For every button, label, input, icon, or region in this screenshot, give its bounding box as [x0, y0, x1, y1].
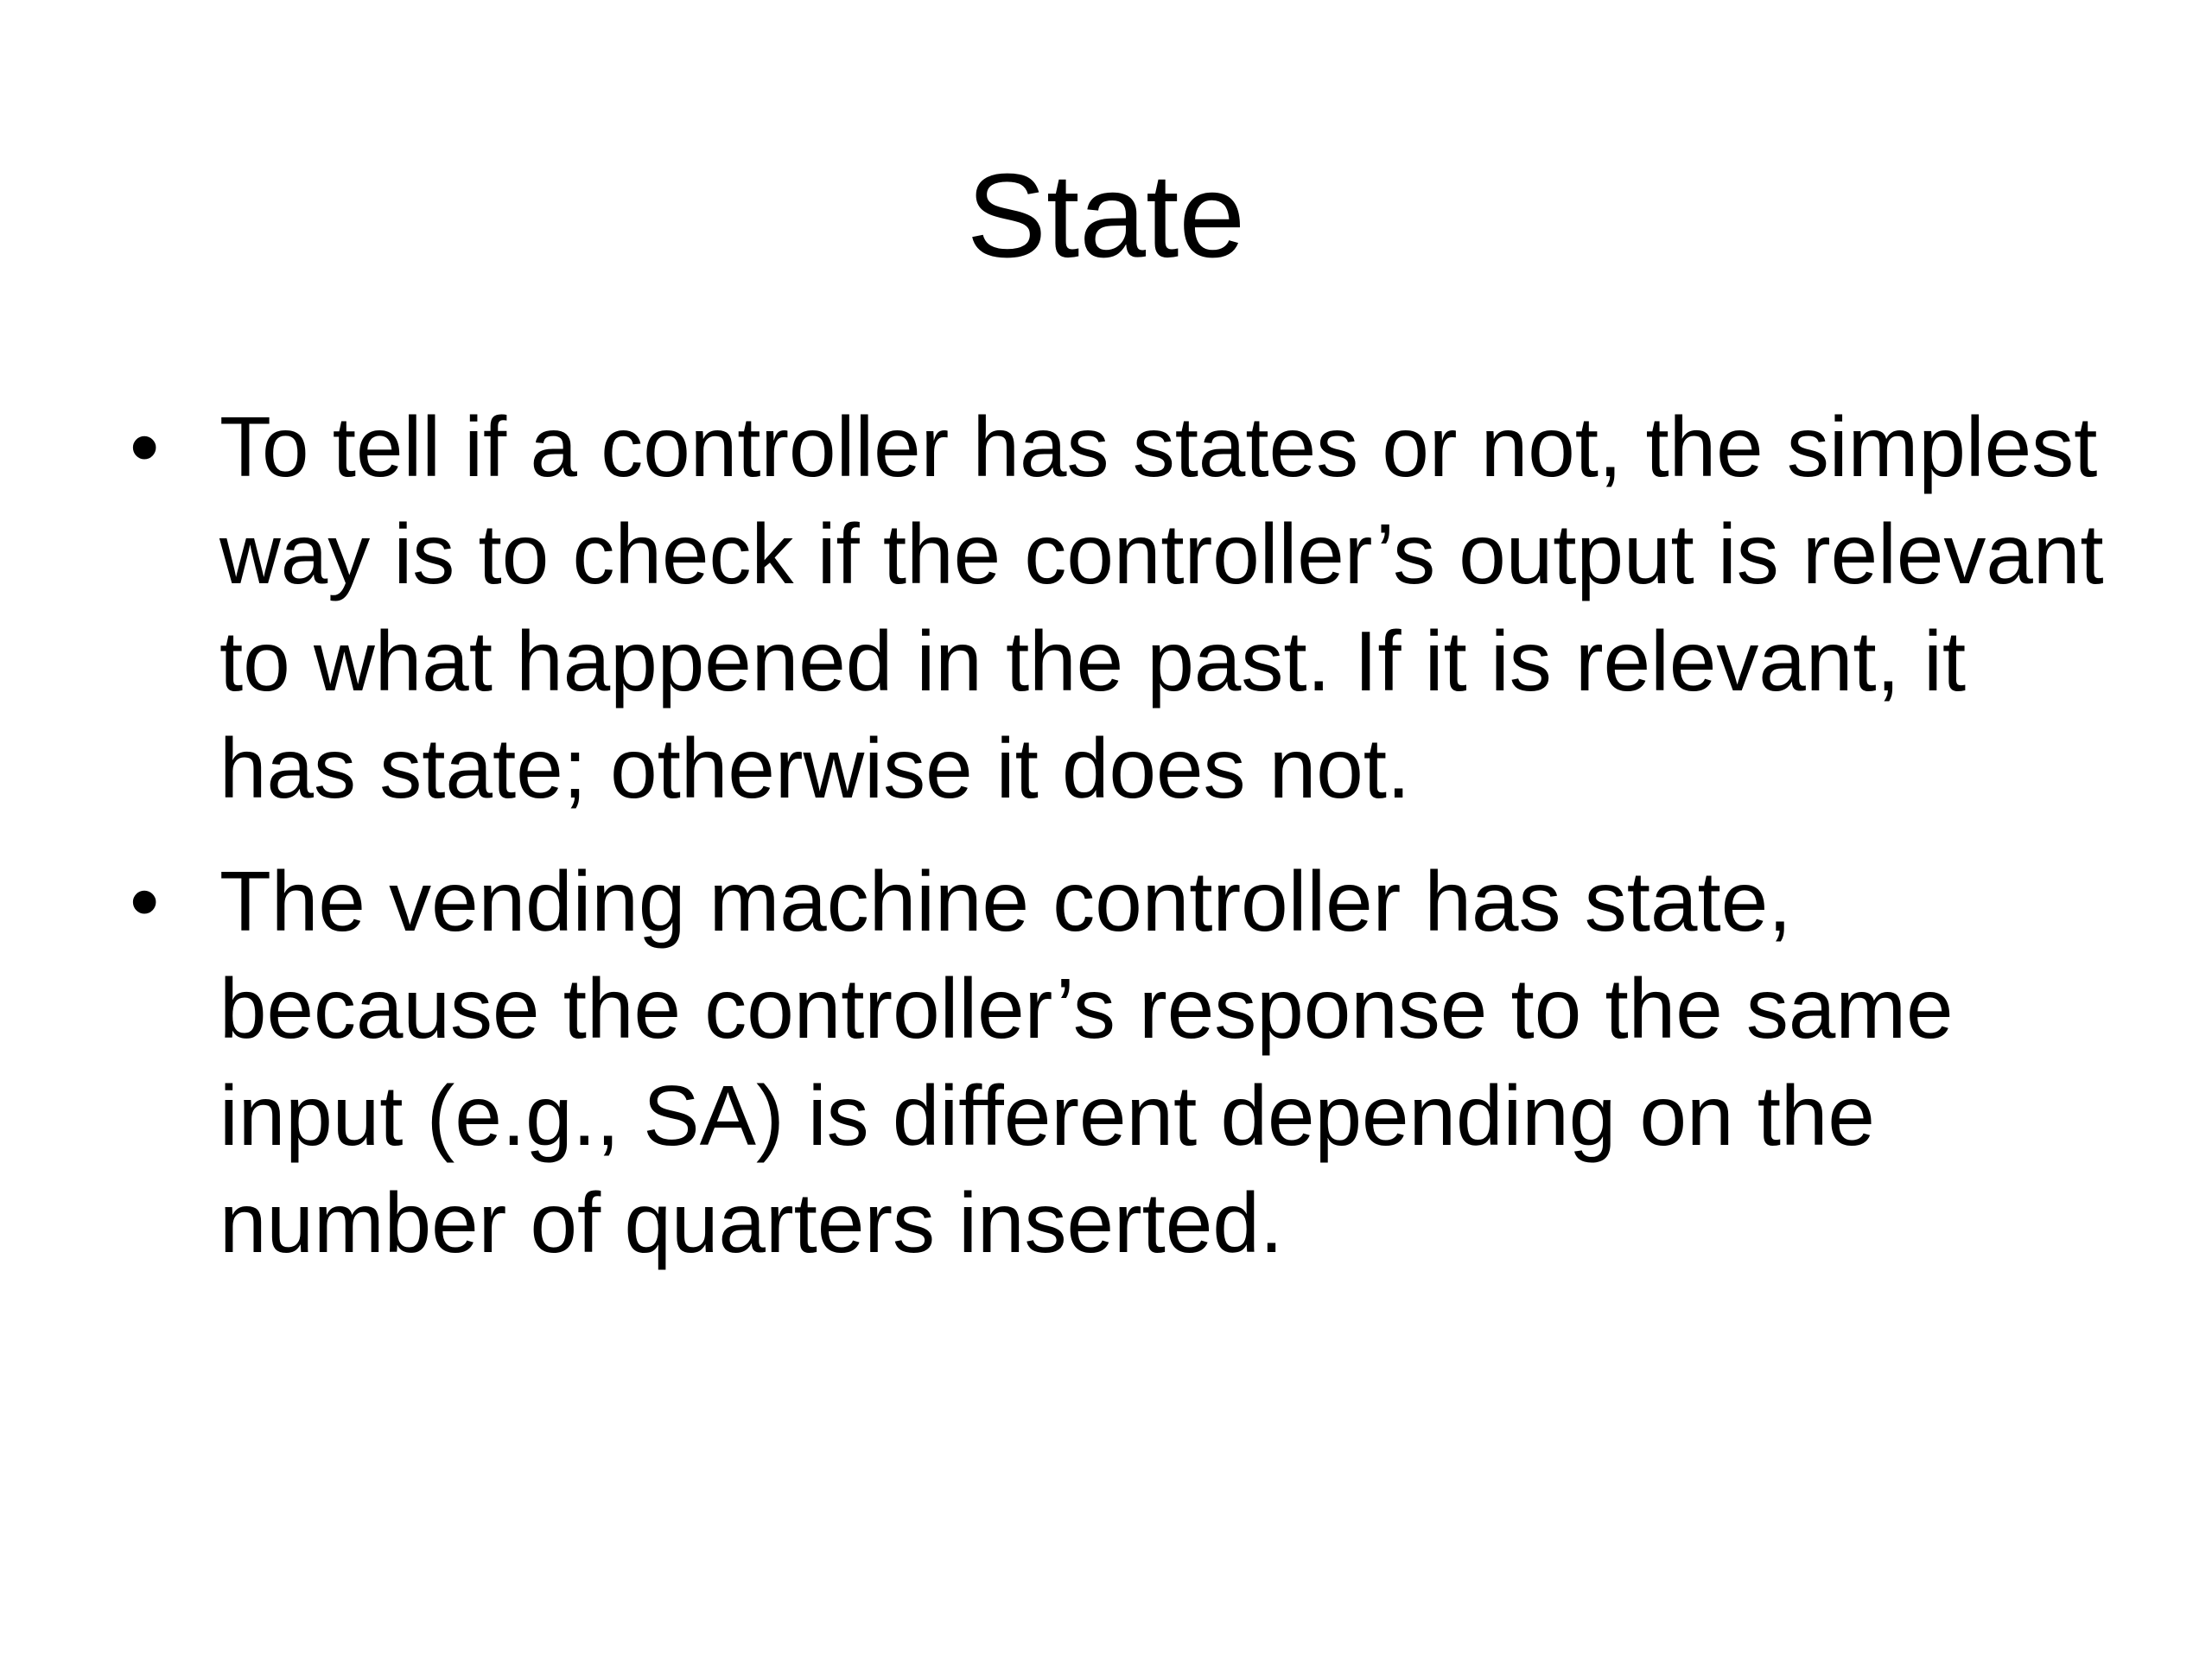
bullet-item — [130, 848, 2117, 1276]
bullet-list — [130, 393, 2117, 1302]
bullet-text: To tell if a controller has states or not, the simplest way is to check if the controller’s output is relevant to what happened in the past. If it is relevant, it has state; otherwise it does not. — [219, 399, 2104, 816]
bullet-item — [130, 393, 2117, 822]
bullet-text: The vending machine controller has state, because the controller’s response to the same input (e.g., SA) is different depending on the number of quarters inserted. — [219, 854, 1954, 1270]
bullet-marker: • — [130, 854, 160, 949]
bullet-marker: • — [130, 399, 160, 494]
slide-title: State — [966, 149, 1246, 283]
